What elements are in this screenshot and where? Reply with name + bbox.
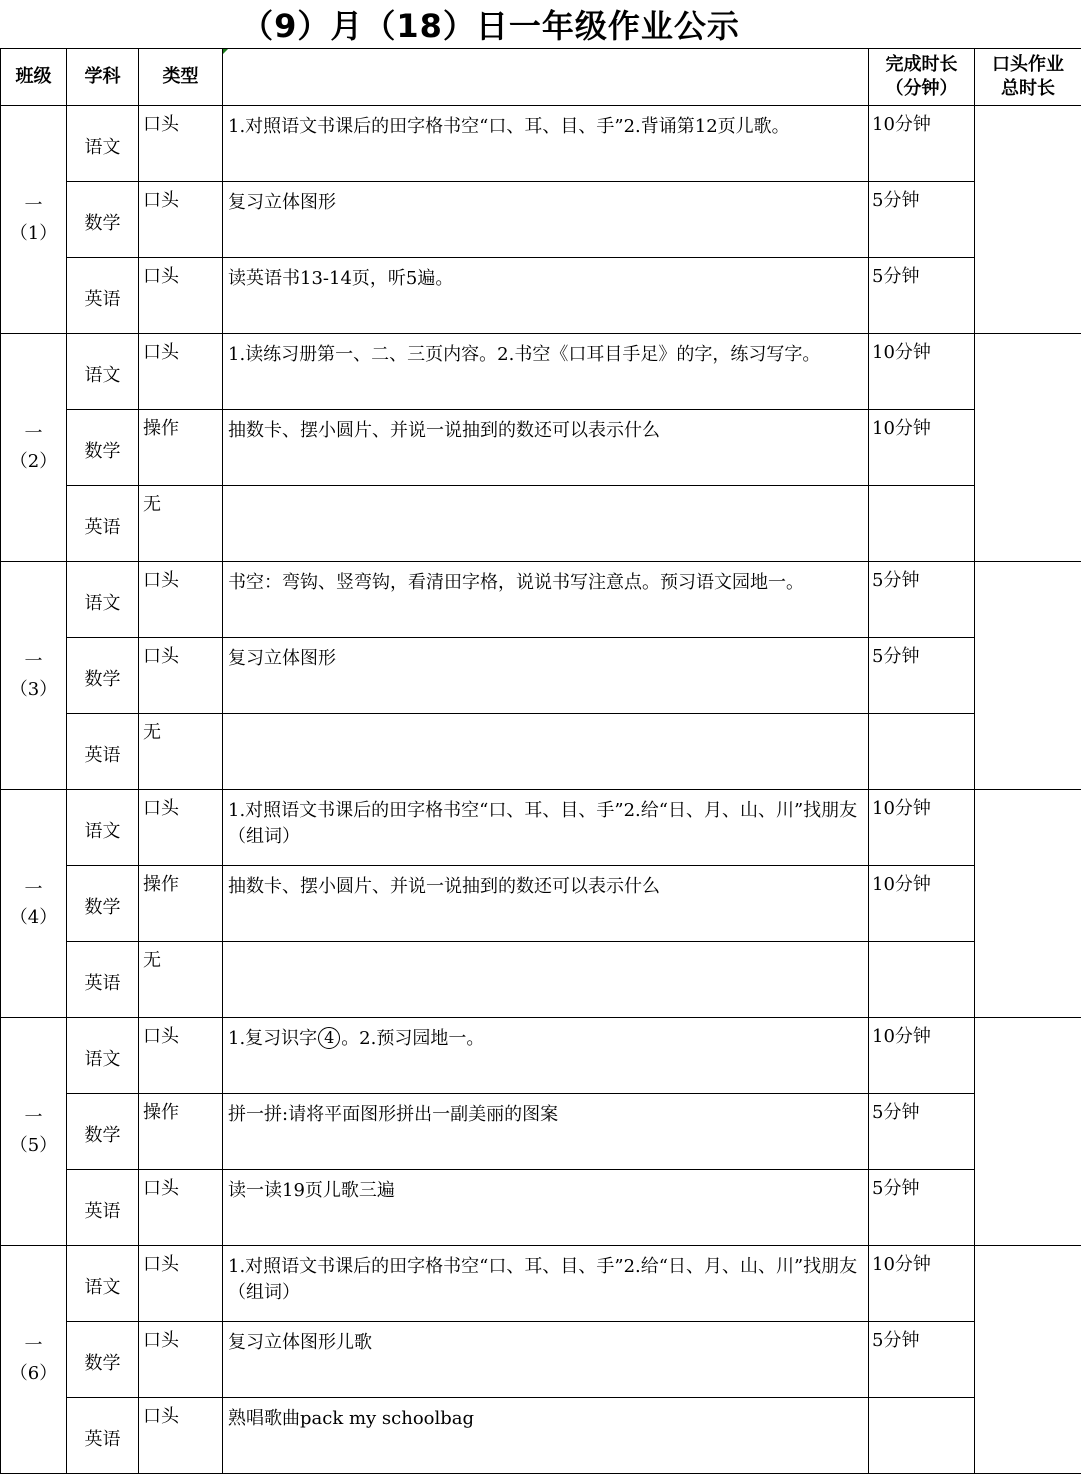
content-cell: 书空：弯钩、竖弯钩，看清田字格，说说书写注意点。预习语文园地一。 [223,562,869,638]
content-cell: 复习立体图形 [223,182,869,258]
duration-cell: 10分钟 [869,790,975,866]
duration-cell: 5分钟 [869,1094,975,1170]
subject-cell: 英语 [67,258,139,334]
type-cell: 口头 [139,1246,223,1322]
page-title: （9）月（18）日一年级作业公示 [0,0,1081,48]
content-cell: 复习立体图形 [223,638,869,714]
header-type: 类型 [139,49,223,106]
type-cell: 口头 [139,334,223,410]
subject-cell: 英语 [67,486,139,562]
header-content [223,49,869,106]
oral-total-cell [975,334,1081,562]
duration-cell: 5分钟 [869,1322,975,1398]
class-cell: 一 （4） [1,790,67,1018]
subject-cell: 英语 [67,1398,139,1474]
duration-cell: 5分钟 [869,182,975,258]
type-cell: 操作 [139,1094,223,1170]
homework-table [0,48,1081,1474]
type-cell: 操作 [139,410,223,486]
type-cell: 口头 [139,562,223,638]
subject-cell: 语文 [67,562,139,638]
subject-cell: 数学 [67,1322,139,1398]
table-row [1,1398,1081,1474]
table-row [1,790,1081,866]
content-cell: 抽数卡、摆小圆片、并说一说抽到的数还可以表示什么 [223,410,869,486]
table-row [1,258,1081,334]
subject-cell: 语文 [67,106,139,182]
class-cell: 一 （6） [1,1246,67,1474]
class-cell: 一 （2） [1,334,67,562]
oral-total-cell [975,106,1081,334]
subject-cell: 数学 [67,866,139,942]
content-cell: 1.对照语文书课后的田字格书空“口、耳、目、手”2.背诵第12页儿歌。 [223,106,869,182]
circled-number: 4 [318,1027,340,1049]
table-row [1,1018,1081,1094]
table-row [1,486,1081,562]
header-class: 班级 [1,49,67,106]
header-subject: 学科 [67,49,139,106]
content-cell: 1.对照语文书课后的田字格书空“口、耳、目、手”2.给“日、月、山、川”找朋友（组词） [223,790,869,866]
subject-cell: 数学 [67,638,139,714]
content-cell: 复习立体图形儿歌 [223,1322,869,1398]
content-cell: 1.读练习册第一、二、三页内容。2.书空《口耳目手足》的字，练习写字。 [223,334,869,410]
content-cell [223,486,869,562]
type-cell: 无 [139,486,223,562]
subject-cell: 数学 [67,410,139,486]
content-cell: 熟唱歌曲pack my schoolbag [223,1398,869,1474]
table-row [1,714,1081,790]
duration-cell: 10分钟 [869,1246,975,1322]
table-row [1,1246,1081,1322]
header-duration: 完成时长 （分钟） [869,49,975,106]
table-row [1,1170,1081,1246]
type-cell: 口头 [139,182,223,258]
duration-cell [869,942,975,1018]
duration-cell: 10分钟 [869,410,975,486]
duration-cell: 10分钟 [869,866,975,942]
class-cell: 一 （5） [1,1018,67,1246]
content-cell: 1.对照语文书课后的田字格书空“口、耳、目、手”2.给“日、月、山、川”找朋友（组词） [223,1246,869,1322]
type-cell: 口头 [139,1398,223,1474]
content-cell: 抽数卡、摆小圆片、并说一说抽到的数还可以表示什么 [223,866,869,942]
subject-cell: 数学 [67,1094,139,1170]
table-row [1,334,1081,410]
type-cell: 口头 [139,638,223,714]
table-row [1,182,1081,258]
subject-cell: 语文 [67,790,139,866]
subject-cell: 英语 [67,714,139,790]
subject-cell: 语文 [67,1018,139,1094]
subject-cell: 语文 [67,1246,139,1322]
duration-cell: 5分钟 [869,258,975,334]
table-row [1,410,1081,486]
table-row [1,106,1081,182]
duration-cell [869,714,975,790]
type-cell: 口头 [139,790,223,866]
table-row [1,1322,1081,1398]
type-cell: 无 [139,942,223,1018]
type-cell: 无 [139,714,223,790]
duration-cell: 5分钟 [869,1170,975,1246]
class-cell: 一 （1） [1,106,67,334]
subject-cell: 数学 [67,182,139,258]
table-row [1,1094,1081,1170]
duration-cell: 10分钟 [869,334,975,410]
subject-cell: 英语 [67,942,139,1018]
content-cell [223,942,869,1018]
table-row [1,942,1081,1018]
type-cell: 口头 [139,1170,223,1246]
type-cell: 口头 [139,258,223,334]
type-cell: 操作 [139,866,223,942]
table-row [1,638,1081,714]
subject-cell: 语文 [67,334,139,410]
oral-total-cell [975,790,1081,1018]
table-row [1,562,1081,638]
oral-total-cell [975,562,1081,790]
duration-cell [869,486,975,562]
duration-cell [869,1398,975,1474]
subject-cell: 英语 [67,1170,139,1246]
type-cell: 口头 [139,1018,223,1094]
oral-total-cell [975,1018,1081,1246]
duration-cell: 10分钟 [869,1018,975,1094]
content-cell: 读英语书13-14页，听5遍。 [223,258,869,334]
type-cell: 口头 [139,1322,223,1398]
header-oral-total: 口头作业 总时长 [975,49,1081,106]
duration-cell: 10分钟 [869,106,975,182]
duration-cell: 5分钟 [869,562,975,638]
content-cell: 1.复习识字 4 。2.预习园地一。 [223,1018,869,1094]
type-cell: 口头 [139,106,223,182]
content-cell: 拼一拼:请将平面图形拼出一副美丽的图案 [223,1094,869,1170]
class-cell: 一 （3） [1,562,67,790]
header-row [1,49,1081,106]
content-cell: 读一读19页儿歌三遍 [223,1170,869,1246]
content-cell [223,714,869,790]
duration-cell: 5分钟 [869,638,975,714]
oral-total-cell [975,1246,1081,1474]
table-row [1,866,1081,942]
